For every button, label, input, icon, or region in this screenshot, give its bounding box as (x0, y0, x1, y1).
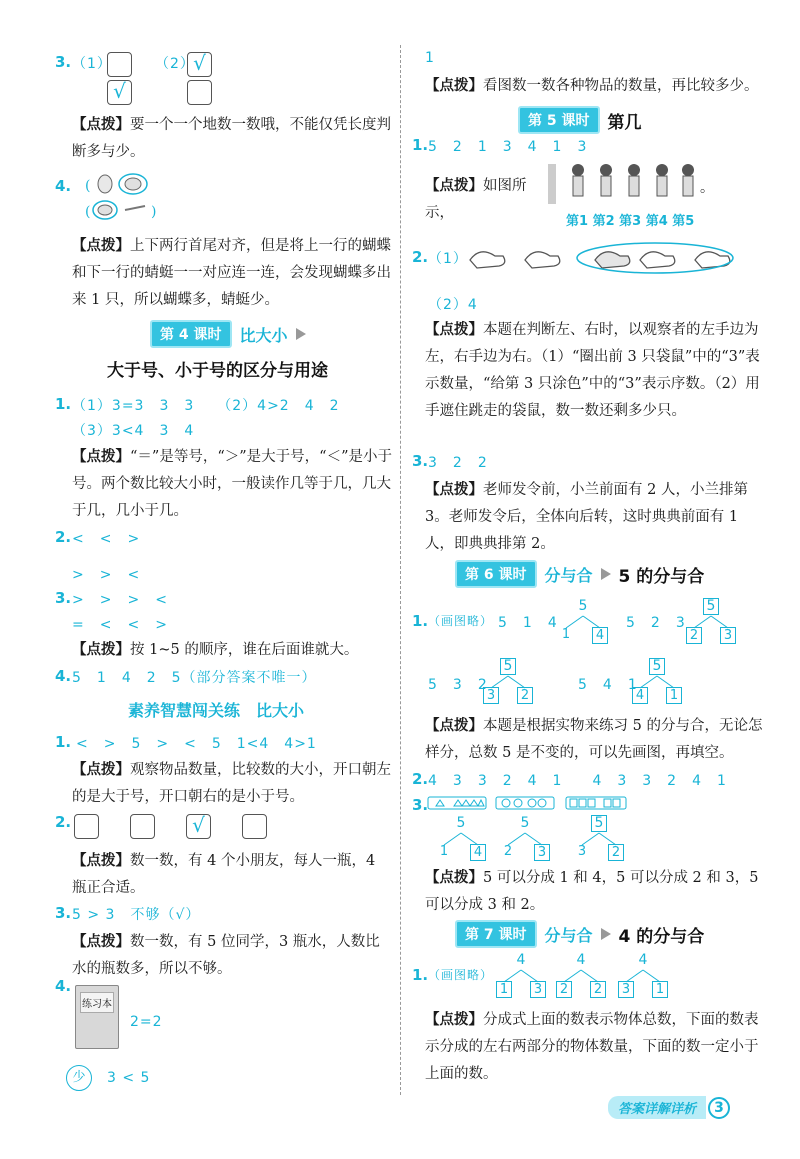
tip-paragraph (72, 847, 392, 902)
triangle-arrow-icon (296, 328, 306, 340)
question-number: 3. (55, 904, 72, 922)
answer-line: （3）3<4 3 4 (72, 423, 195, 439)
question-number: 1. (412, 612, 429, 630)
column-divider (400, 45, 401, 1095)
answer-box (74, 814, 99, 839)
lesson-topic: 比大小 (239, 325, 288, 345)
part-label: （2） (155, 56, 195, 72)
svg-text:(: ( (85, 204, 91, 220)
tip-text: 看图数一数各种物品的数量，再比较多少。 (483, 78, 759, 94)
tip-paragraph (425, 864, 765, 919)
answer-line: 5 > 3 不够（√） (72, 907, 201, 923)
tip-label: 【点拨】 (72, 641, 130, 658)
answer-note: （画图略） (428, 614, 494, 628)
tip-paragraph (72, 928, 392, 983)
answer-box (130, 814, 155, 839)
answer-box (187, 80, 212, 105)
triangle-arrow-icon (601, 568, 611, 580)
question-number: 4. (55, 977, 72, 995)
tree-right: 2 (590, 981, 606, 998)
tree-left: 2 (556, 981, 572, 998)
answer-box-checked (187, 52, 212, 77)
lesson-subtitle: 第几 (607, 112, 642, 133)
tip-label: 【点拨】 (425, 481, 483, 498)
decomposition-tree (436, 815, 486, 861)
tip-text: 分成式上面的数表示物体总数，下面的数表示分成的左右两部分的物体数量，下面的数一定小于上面的数。 (425, 1012, 759, 1082)
tip-paragraph (425, 476, 765, 558)
book-label: 练习本 (80, 992, 114, 1013)
tree-total: 5 (649, 658, 665, 675)
tree-right: 1 (666, 687, 682, 704)
question-number: 3. (55, 53, 72, 71)
question-number: 3. (55, 589, 72, 607)
answer-note: （画图略） (428, 968, 494, 982)
page-footer (608, 1096, 730, 1119)
tip-text: 要一个一个地数一数哦，不能仅凭长度判断多与少。 (72, 117, 391, 160)
tree-total: 5 (703, 598, 719, 615)
lesson-tag: 第 5 课时 (518, 106, 600, 134)
lesson-subtitle: 4 的分与合 (618, 926, 705, 947)
decomposition-tree (618, 952, 668, 998)
part-label: （1） (428, 251, 468, 267)
tip-text: 老师发令前，小兰前面有 2 人，小兰排第 3。老师发令后，全体向后转，这时典典前面有 1 人，即典典排第 2。 (425, 482, 748, 552)
decomposition-tree (558, 598, 608, 644)
tip-label: 【点拨】 (425, 177, 483, 194)
tree-right: 4 (470, 844, 486, 861)
tree-right: 3 (534, 844, 550, 861)
lesson-topic: 分与合 (544, 565, 593, 585)
lesson-tag: 第 7 课时 (455, 920, 537, 948)
tree-right: 2 (608, 844, 624, 861)
shape-groups-illustration (428, 796, 638, 810)
decomposition-tree (686, 598, 736, 644)
answer-line: < > 5 > < 5 1<4 4>1 (76, 736, 317, 752)
kangaroo-illustration (465, 240, 745, 276)
lesson-header (518, 106, 642, 134)
answer-line: 5 2 3 (626, 615, 686, 631)
tip-label: 【点拨】 (72, 448, 130, 465)
svg-text:(: ( (85, 178, 91, 194)
tree-right: 3 (720, 627, 736, 644)
answer-box-checked (186, 814, 211, 839)
tip-text: 如图所示， (425, 178, 527, 221)
tip-label: 【点拨】 (425, 717, 483, 734)
children-queue-illustration (548, 160, 714, 206)
decomposition-tree (632, 658, 682, 704)
question-number: 1. (412, 966, 429, 984)
decomposition-tree (496, 952, 546, 998)
tree-left: 4 (632, 687, 648, 704)
lesson-tag: 第 6 课时 (455, 560, 537, 588)
equation: 2=2 (130, 1014, 163, 1030)
answer-line: 1 (425, 50, 435, 66)
tree-total: 5 (578, 598, 588, 614)
check-mark: √ (113, 79, 126, 103)
answer-line: > > < (72, 567, 141, 583)
part-label: （1） (72, 56, 112, 72)
lesson-subtitle: 5 的分与合 (618, 566, 705, 587)
tip-text: “＝”是等号，“＞”是大于号，“＜”是小于号。两个数比较大小时，一般读作几等于几，几大于几，几小于几。 (72, 449, 392, 519)
question-number: 1. (55, 733, 72, 751)
tip-paragraph (72, 636, 392, 664)
tip-text: 按 1~5 的顺序，谁在后面谁就大。 (130, 642, 359, 658)
tree-left: 3 (577, 844, 587, 859)
tree-right: 1 (652, 981, 668, 998)
lesson-header (455, 920, 704, 948)
tip-paragraph (425, 72, 765, 100)
question-number: 2. (412, 248, 429, 266)
decomposition-tree (574, 815, 624, 861)
answer-box (242, 814, 267, 839)
tip-label: 【点拨】 (425, 77, 483, 94)
tip-label: 【点拨】 (72, 116, 130, 133)
tree-right: 4 (592, 627, 608, 644)
tip-paragraph (425, 1006, 765, 1088)
answer-line: （1）3=3 3 3 （2）4>2 4 2 (72, 398, 340, 414)
tree-left: 1 (496, 981, 512, 998)
tree-total: 5 (500, 658, 516, 675)
tree-total: 5 (456, 815, 466, 831)
tree-left: 1 (561, 627, 571, 642)
lesson-topic: 分与合 (544, 925, 593, 945)
tree-left: 2 (686, 627, 702, 644)
tip-label: 【点拨】 (72, 761, 130, 778)
section-title: 大于号、小于号的区分与用途 (107, 361, 328, 381)
lesson-tag: 第 4 课时 (150, 320, 232, 348)
check-mark: √ (192, 813, 205, 837)
question-number: 2. (55, 813, 72, 831)
svg-text:。: 。 (700, 180, 714, 196)
triangle-arrow-icon (601, 928, 611, 940)
answer-box-checked (107, 80, 132, 105)
question-number: 3. (412, 796, 429, 814)
tip-label: 【点拨】 (72, 237, 130, 254)
tip-text: 上下两行首尾对齐，但是将上一行的蝴蝶和下一行的蜻蜓一一对应连一连，会发现蝴蝶多出来 1 只，所以蝴蝶多，蜻蜓少。 (72, 238, 391, 308)
footer-label: 答案详解详析 (608, 1096, 706, 1119)
tree-left: 2 (503, 844, 513, 859)
answer-line: > > > < (72, 592, 168, 608)
equation: 3 < 5 (107, 1070, 151, 1086)
tree-total: 5 (591, 815, 607, 832)
check-mark: √ (193, 51, 206, 75)
tree-total: 4 (576, 952, 586, 968)
tree-left: 1 (439, 844, 449, 859)
answer-line: 5 3 2 (428, 677, 488, 693)
answer-box (107, 52, 132, 77)
tip-text: 观察物品数量，比较数的大小，开口朝左的是大于号，开口朝右的是小于号。 (72, 762, 391, 805)
tip-paragraph (72, 232, 392, 314)
tip-paragraph (425, 172, 545, 227)
tip-paragraph (72, 443, 392, 525)
tree-left: 3 (483, 687, 499, 704)
question-number: 2. (55, 528, 72, 546)
tip-paragraph (425, 712, 765, 767)
tip-text: 数一数，有 4 个小朋友，每人一瓶，4 瓶正合适。 (72, 853, 376, 896)
answer-line: 4 3 3 2 4 1 4 3 3 2 4 1 (428, 773, 727, 789)
answer-line: 3 2 2 (428, 455, 488, 471)
tree-right: 2 (517, 687, 533, 704)
tip-paragraph (425, 316, 765, 425)
decomposition-tree (556, 952, 606, 998)
tip-paragraph (72, 756, 392, 811)
question-number: 4. (55, 667, 72, 685)
tree-right: 3 (530, 981, 546, 998)
lesson-header (150, 320, 306, 348)
exercise-book-image (75, 985, 119, 1049)
tip-label: 【点拨】 (72, 933, 130, 950)
question-number: 4. (55, 177, 72, 195)
question-number: 2. (412, 770, 429, 788)
tree-left: 3 (618, 981, 634, 998)
tip-label: 【点拨】 (425, 321, 483, 338)
answer-line: = < < > (72, 617, 168, 633)
answer-line: 5 4 1 (578, 677, 638, 693)
lesson-header (455, 560, 704, 588)
answer-line: 5 1 4 (498, 615, 558, 631)
part-label: （2）4 (428, 297, 478, 313)
tree-total: 4 (516, 952, 526, 968)
question-number: 3. (412, 452, 429, 470)
ordinal-labels: 第1 第2 第3 第4 第5 (566, 214, 695, 229)
svg-text:): ) (151, 204, 157, 220)
tip-label: 【点拨】 (72, 852, 130, 869)
answer-line: < < > (72, 531, 141, 547)
tip-text: 本题是根据实物来练习 5 的分与合，无论怎样分，总数 5 是不变的，可以先画图，再填空。 (425, 718, 763, 761)
butterfly-dragonfly-illustration (85, 172, 165, 222)
tip-label: 【点拨】 (425, 869, 483, 886)
tip-text: 5 可以分成 1 和 4，5 可以分成 2 和 3，5 可以分成 3 和 2。 (425, 870, 759, 913)
decomposition-tree (483, 658, 533, 704)
tip-text: 本题在判断左、右时，以观察者的左手边为左，右手边为右。（1）“圈出前 3 只袋鼠”中的“3”表示数量，“给第 3 只涂色”中的“3”表示序数。（2）用手遮住跳走的袋鼠，数一数还剩多少只。 (425, 322, 760, 419)
answer-line: 5 1 4 2 5（部分答案不唯一） (72, 670, 317, 686)
less-badge: 少 (66, 1065, 92, 1091)
tip-text: 数一数，有 5 位同学，3 瓶水，人数比水的瓶数多，所以不够。 (72, 934, 380, 977)
question-number: 1. (55, 395, 72, 413)
practice-title: 素养智慧闯关练 比大小 (128, 701, 305, 720)
decomposition-tree (500, 815, 550, 861)
tree-total: 5 (520, 815, 530, 831)
answer-line: 5 2 1 3 4 1 3 (428, 139, 588, 155)
tip-paragraph (72, 111, 392, 166)
page-number: 3 (708, 1097, 730, 1119)
tip-label: 【点拨】 (425, 1011, 483, 1028)
question-number: 1. (412, 136, 429, 154)
tree-total: 4 (638, 952, 648, 968)
